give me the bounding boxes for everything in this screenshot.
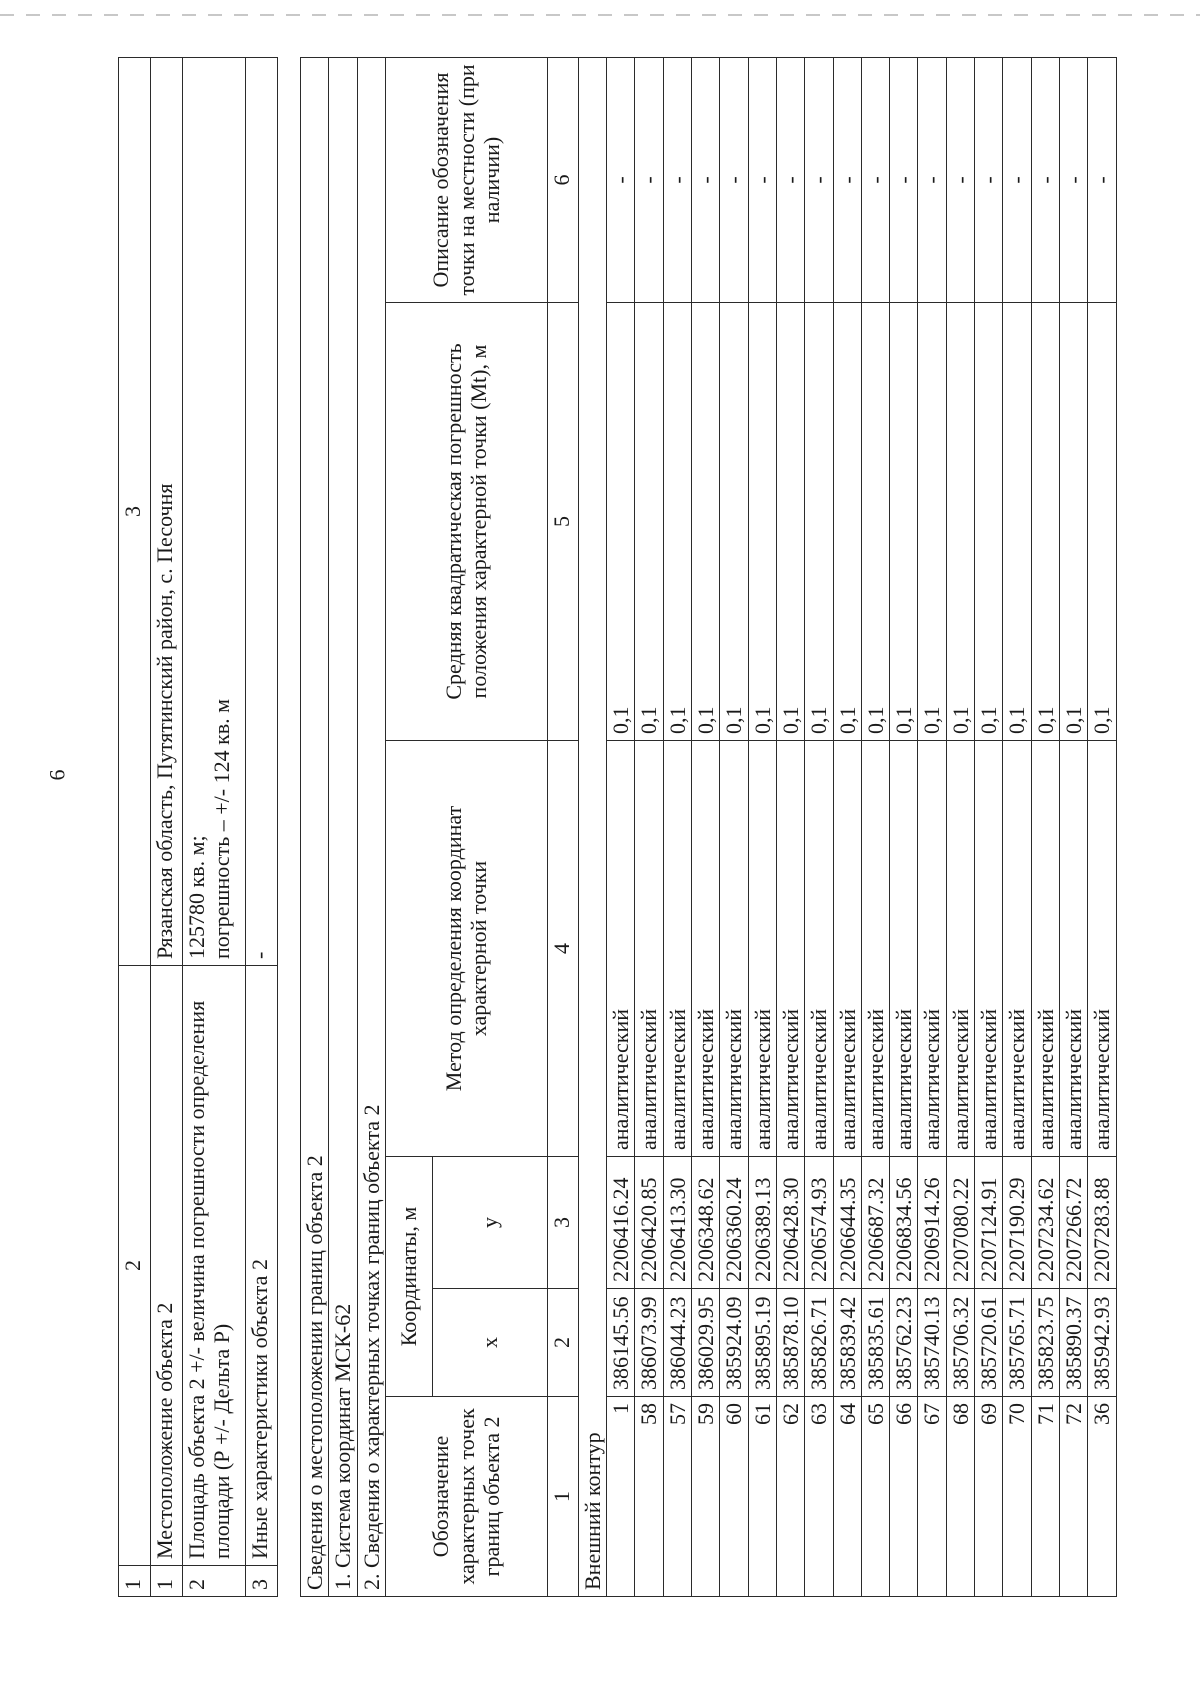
point-description: -: [1059, 58, 1087, 303]
point-y: 2206360.24: [720, 1157, 748, 1289]
point-method: аналитический: [975, 741, 1003, 1157]
point-y: 2206687.32: [861, 1157, 889, 1289]
point-description: -: [805, 58, 833, 303]
point-description: -: [890, 58, 918, 303]
table-row: [805, 58, 833, 1597]
point-accuracy: 0,1: [833, 303, 861, 741]
header-cell-1: 1: [119, 1566, 151, 1597]
point-x: 386145.56: [607, 1289, 635, 1397]
point-method: аналитический: [1088, 741, 1116, 1157]
object-row-location: [151, 58, 183, 1597]
point-accuracy: 0,1: [861, 303, 889, 741]
table-spacer: [278, 57, 300, 1597]
point-id: 57: [663, 1397, 691, 1597]
point-accuracy: 0,1: [975, 303, 1003, 741]
point-description: -: [663, 58, 691, 303]
table-row: [1031, 58, 1059, 1597]
points-title: 2. Сведения о характерных точках границ объекта 2: [357, 58, 385, 1597]
point-description: -: [833, 58, 861, 303]
table-row: [975, 58, 1003, 1597]
point-description: -: [1031, 58, 1059, 303]
rotated-content: [118, 57, 1115, 1597]
point-y: 2207190.29: [1003, 1157, 1031, 1289]
point-id: 63: [805, 1397, 833, 1597]
col-number: 4: [547, 741, 578, 1157]
point-method: аналитический: [748, 741, 776, 1157]
point-x: 385890.37: [1059, 1289, 1087, 1397]
point-x: 385839.42: [833, 1289, 861, 1397]
point-method: аналитический: [776, 741, 804, 1157]
point-y: 2206420.85: [635, 1157, 663, 1289]
point-description: -: [776, 58, 804, 303]
description-header: Описание обозначения точки на местности (при наличии): [385, 58, 547, 303]
point-id: 70: [1003, 1397, 1031, 1597]
point-method: аналитический: [890, 741, 918, 1157]
point-x: 385826.71: [805, 1289, 833, 1397]
coordinates-header: Координаты, м: [385, 1157, 432, 1397]
accuracy-header: Средняя квадратическая погрешность положения характерной точки (Mt), м: [385, 303, 547, 741]
point-id: 66: [890, 1397, 918, 1597]
point-method: аналитический: [663, 741, 691, 1157]
method-header: Метод определения координат характерной точки: [385, 741, 547, 1157]
point-method: аналитический: [918, 741, 946, 1157]
point-description: -: [918, 58, 946, 303]
table-row: [946, 58, 974, 1597]
point-id: 1: [607, 1397, 635, 1597]
contour-label: Внешний контур: [578, 58, 606, 1597]
point-id: 71: [1031, 1397, 1059, 1597]
point-y: 2207124.91: [975, 1157, 1003, 1289]
point-accuracy: 0,1: [805, 303, 833, 741]
point-y: 2206428.30: [776, 1157, 804, 1289]
point-description: -: [1088, 58, 1116, 303]
x-header: x: [432, 1289, 547, 1397]
col-number: 6: [547, 58, 578, 303]
point-accuracy: 0,1: [1088, 303, 1116, 741]
point-method: аналитический: [861, 741, 889, 1157]
column-number-row: [547, 58, 578, 1597]
page-number: 6: [44, 769, 70, 781]
point-accuracy: 0,1: [748, 303, 776, 741]
point-id: 64: [833, 1397, 861, 1597]
point-x: 385720.61: [975, 1289, 1003, 1397]
point-x: 385762.23: [890, 1289, 918, 1397]
point-description: -: [692, 58, 720, 303]
point-y: 2207080.22: [946, 1157, 974, 1289]
point-y: 2206413.30: [663, 1157, 691, 1289]
point-id: 69: [975, 1397, 1003, 1597]
point-y: 2206416.24: [607, 1157, 635, 1289]
point-x: 385895.19: [748, 1289, 776, 1397]
point-x: 385924.09: [720, 1289, 748, 1397]
point-accuracy: 0,1: [776, 303, 804, 741]
scan-edge: [0, 14, 1200, 16]
point-description: -: [1003, 58, 1031, 303]
col-number: 2: [547, 1289, 578, 1397]
point-x: 385942.93: [1088, 1289, 1116, 1397]
table-row: [861, 58, 889, 1597]
point-x: 386044.23: [663, 1289, 691, 1397]
coord-system: 1. Система координат МСК-62: [329, 58, 357, 1597]
row-number: 2: [183, 1566, 246, 1597]
point-x: 386029.95: [692, 1289, 720, 1397]
point-id: 68: [946, 1397, 974, 1597]
point-y: 2206574.93: [805, 1157, 833, 1289]
point-y: 2206914.26: [918, 1157, 946, 1289]
area-error: погрешность – +/- 124 кв. м: [209, 698, 235, 959]
point-accuracy: 0,1: [1031, 303, 1059, 741]
table-row: [918, 58, 946, 1597]
point-id: 36: [1088, 1397, 1116, 1597]
point-x: 386073.99: [635, 1289, 663, 1397]
table-row: [692, 58, 720, 1597]
table-row: [663, 58, 691, 1597]
table-row: [748, 58, 776, 1597]
point-description: -: [720, 58, 748, 303]
section-title: Сведения о местоположении границ объекта 2: [301, 58, 329, 1597]
point-method: аналитический: [946, 741, 974, 1157]
boundary-points-table: [300, 57, 1117, 1597]
point-x: 385878.10: [776, 1289, 804, 1397]
row-value: [183, 58, 246, 966]
point-y: 2206348.62: [692, 1157, 720, 1289]
row-label: Площадь объекта 2 +/- величина погрешности определения площади (Р +/- Дельта Р): [183, 966, 246, 1566]
point-y: 2207266.72: [1059, 1157, 1087, 1289]
point-description: -: [975, 58, 1003, 303]
point-accuracy: 0,1: [946, 303, 974, 741]
point-y: 2207234.62: [1031, 1157, 1059, 1289]
column-header-row: [385, 58, 432, 1597]
points-title-row: [357, 58, 385, 1597]
row-value: -: [246, 58, 278, 966]
point-accuracy: 0,1: [692, 303, 720, 741]
row-number: 1: [151, 1566, 183, 1597]
table-row: [890, 58, 918, 1597]
point-method: аналитический: [1059, 741, 1087, 1157]
point-x: 385740.13: [918, 1289, 946, 1397]
point-accuracy: 0,1: [1003, 303, 1031, 741]
point-id: 62: [776, 1397, 804, 1597]
point-accuracy: 0,1: [607, 303, 635, 741]
point-y: 2206644.35: [833, 1157, 861, 1289]
point-accuracy: 0,1: [890, 303, 918, 741]
point-y: 2206834.56: [890, 1157, 918, 1289]
point-id: 59: [692, 1397, 720, 1597]
point-x: 385765.71: [1003, 1289, 1031, 1397]
point-id: 65: [861, 1397, 889, 1597]
row-label: Иные характеристики объекта 2: [246, 966, 278, 1566]
point-method: аналитический: [607, 741, 635, 1157]
point-description: -: [635, 58, 663, 303]
section-title-row: [301, 58, 329, 1597]
point-method: аналитический: [1031, 741, 1059, 1157]
point-id: 58: [635, 1397, 663, 1597]
point-method: аналитический: [635, 741, 663, 1157]
point-x: 385835.61: [861, 1289, 889, 1397]
point-accuracy: 0,1: [720, 303, 748, 741]
table-row: [607, 58, 635, 1597]
point-description: -: [861, 58, 889, 303]
coord-system-row: [329, 58, 357, 1597]
contour-row: [578, 58, 606, 1597]
point-y: 2207283.88: [1088, 1157, 1116, 1289]
point-description: -: [946, 58, 974, 303]
table-row: [635, 58, 663, 1597]
point-accuracy: 0,1: [1059, 303, 1087, 741]
table-row: [1003, 58, 1031, 1597]
point-method: аналитический: [1003, 741, 1031, 1157]
point-accuracy: 0,1: [635, 303, 663, 741]
row-label: Местоположение объекта 2: [151, 966, 183, 1566]
table-row: [776, 58, 804, 1597]
point-method: аналитический: [692, 741, 720, 1157]
header-cell-3: 3: [119, 58, 151, 966]
point-method: аналитический: [833, 741, 861, 1157]
point-description: -: [607, 58, 635, 303]
point-description: -: [748, 58, 776, 303]
object-info-table: [118, 57, 278, 1597]
table-row: [1088, 58, 1116, 1597]
table-row: [1059, 58, 1087, 1597]
point-id: 60: [720, 1397, 748, 1597]
y-header: y: [432, 1157, 547, 1289]
point-id: 67: [918, 1397, 946, 1597]
point-accuracy: 0,1: [663, 303, 691, 741]
object-row-area: [183, 58, 246, 1597]
point-accuracy: 0,1: [918, 303, 946, 741]
table-row: [833, 58, 861, 1597]
point-x: 385823.75: [1031, 1289, 1059, 1397]
designation-header: Обозначение характерных точек границ объекта 2: [385, 1397, 547, 1597]
point-x: 385706.32: [946, 1289, 974, 1397]
object-table-header: [119, 58, 151, 1597]
col-number: 5: [547, 303, 578, 741]
point-method: аналитический: [805, 741, 833, 1157]
table-row: [720, 58, 748, 1597]
point-method: аналитический: [720, 741, 748, 1157]
row-number: 3: [246, 1566, 278, 1597]
point-y: 2206389.13: [748, 1157, 776, 1289]
col-number: 1: [547, 1397, 578, 1597]
object-row-other: [246, 58, 278, 1597]
points-body: [607, 58, 1116, 1597]
col-number: 3: [547, 1157, 578, 1289]
point-id: 72: [1059, 1397, 1087, 1597]
header-cell-2: 2: [119, 966, 151, 1566]
point-id: 61: [748, 1397, 776, 1597]
area-value: 125780 кв. м;: [184, 835, 209, 959]
row-value: Рязанская область, Путятинский район, с. Песочня: [151, 58, 183, 966]
